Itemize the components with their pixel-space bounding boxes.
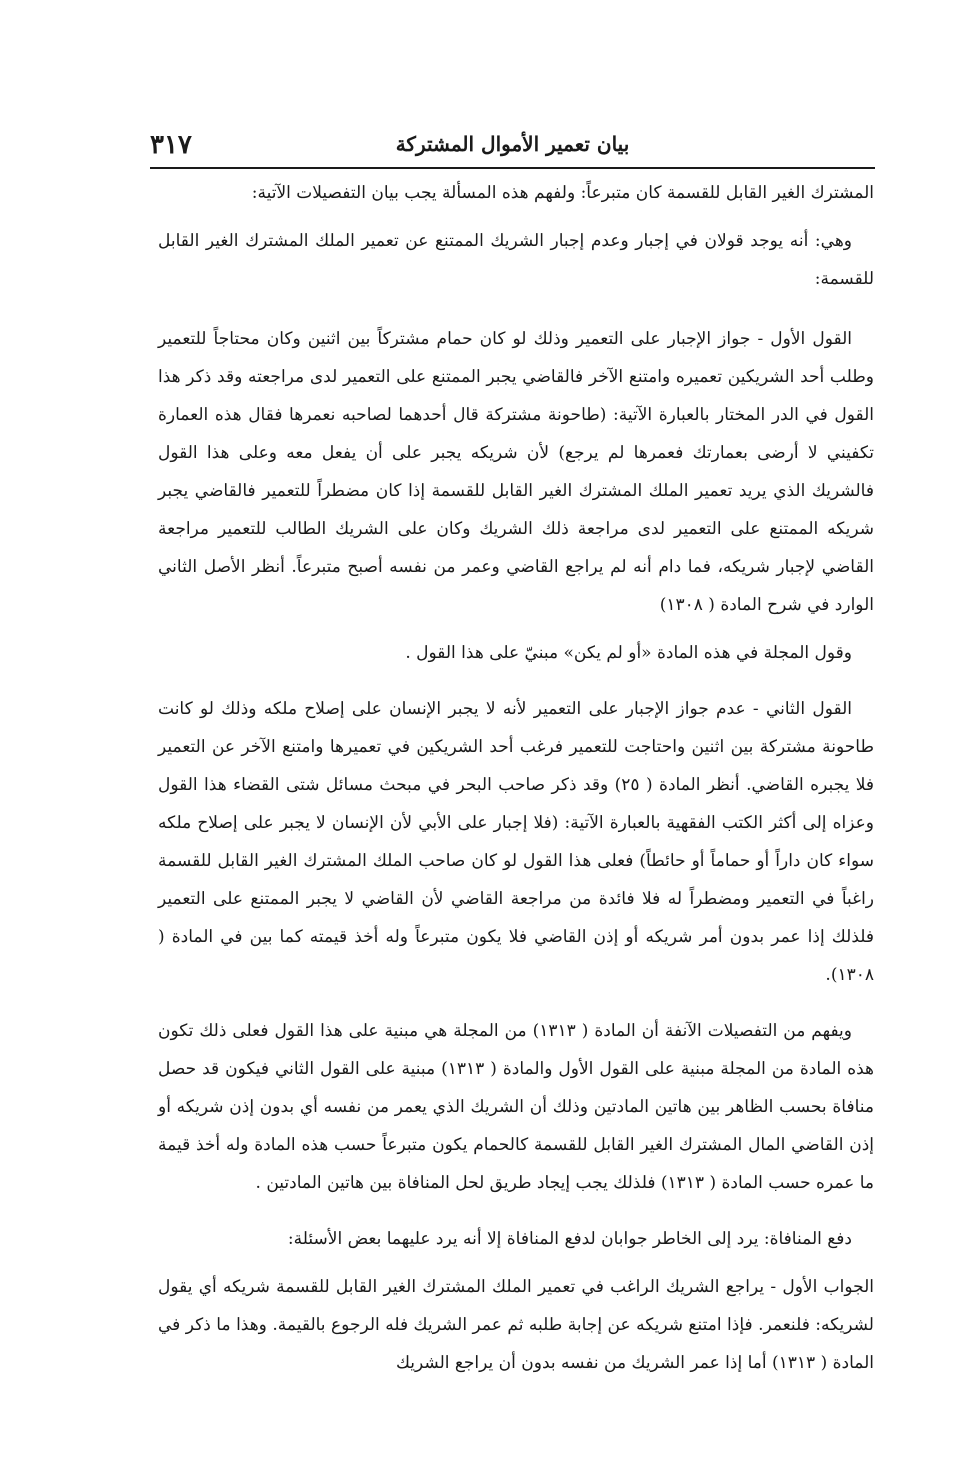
paragraph-first-opinion: القول الأول - جواز الإجبار على التعمير وذلك لو كان حمام مشتركاً بين اثنين وكان محتاجاً للتعمير وطلب أحد الشريكين تعميره وامتنع الآخر فالقاضي يجبر الممتنع على التعمير لدى مراجعته وقد ذكر هذا القول في الدر المختار بالعبارة الآتية: (طاحونة مشتركة قال أحدهما لصاحبه نعمرها فقال هذه العمارة تكفيني لا أرضى بعمارتك فعمرها لم يرجع) لأن شريكه يجبر على أن يفعل معه وعلى هذا القول فالشريك الذي يريد تعمير الملك المشترك الغير القابل للقسمة إذا كان مضطراً للتعمير فالقاضي يجبر شريكه الممتنع على التعمير لدى مراجعة ذلك الشريك وكان على الشريك الطالب للتعمير مراجعة القاضي لإجبار شريكه، فما دام أنه لم يراجع القاضي وعمر من نفسه أصبح متبرعاً. أنظر الأصل الثاني الوارد في شرح المادة ( ١٣٠٨) <box>158 329 874 615</box>
paragraph-second-opinion: القول الثاني - عدم جواز الإجبار على التعمير لأنه لا يجبر الإنسان على إصلاح ملكه وذلك لو كانت طاحونة مشتركة بين اثنين واحتاجت للتعمير فرغب أحد الشريكين في تعميرها وامتنع الآخر عن التعمير فلا يجبره القاضي. أنظر المادة ( ٢٥) وقد ذكر صاحب البحر في مبحث مسائل شتى القضاء هذا القول وعزاه إلى أكثر الكتب الفقهية بالعبارة الآتية: (فلا إجبار على الأبي لأن الإنسان لا يجبر على إصلاح ملكه سواء كان داراً أو حماماً أو حائطاً) فعلى هذا القول لو كان صاحب الملك المشترك الغير القابل للقسمة راغباً في التعمير ومضطراً له فلا فائدة من مراجعة القاضي لأن القاضي لا يجبر الممتنع على التعمير فلذلك إذا عمر بدون أمر شريكه أو إذن القاضي فلا يكون متبرعاً وله أخذ قيمته كما بين في المادة ( ١٣٠٨). <box>158 699 874 985</box>
page-number: ٣١٧ <box>150 130 192 160</box>
running-title: بيان تعمير الأموال المشتركة <box>395 132 630 156</box>
paragraph-resolution-heading: دفع المنافاة: يرد إلى الخاطر جوابان لدفع المنافاة إلا أنه يرد عليهما بعض الأسئلة: <box>287 1229 852 1249</box>
header-rule <box>150 167 875 169</box>
paragraph-majalla-note: وقول المجلة في هذه المادة «أو لم يكن» مبنيّ على هذا القول . <box>405 643 852 663</box>
paragraph-intro-continuation: المشترك الغير القابل للقسمة كان متبرعاً: ولفهم هذه المسألة يجب بيان التفصيلات الآتية: <box>251 183 874 203</box>
paragraph-first-answer: الجواب الأول - يراجع الشريك الراغب في تعمير الملك المشترك الغير القابل للقسمة شريكه أي يقول لشريكه: فلنعمر. فإذا امتنع شريكه عن إجابة طلبه ثم عمر الشريك فله الرجوع بالقيمة. وهذا ما ذكر في المادة ( ١٣١٣) أما إذا عمر الشريك من نفسه بدون أن يراجع الشريك <box>158 1277 874 1373</box>
paragraph-two-opinions: وهي: أنه يوجد قولان في إجبار وعدم إجبار الشريك الممتنع عن تعمير الملك المشترك الغير القابل للقسمة: <box>158 231 874 289</box>
body-text <box>158 174 874 1382</box>
paragraph-contradiction: ويفهم من التفصيلات الآنفة أن المادة ( ١٣١٣) من المجلة هي مبنية على هذا القول فعلى ذلك تكون هذه المادة من المجلة مبنية على القول الأول والمادة ( ١٣١٣) مبنية على القول الثاني فيكون قد حصل منافاة بحسب الظاهر بين هاتين المادتين وذلك أن الشريك الذي يعمر من نفسه أي بدون إذن شريكه أو إذن القاضي المال المشترك الغير القابل للقسمة كالحمام يكون متبرعاً حسب هذه المادة وله أخذ قيمة ما عمره حسب المادة ( ١٣١٣) فلذلك يجب إيجاد طريق لحل المنافاة بين هاتين المادتين . <box>158 1021 874 1193</box>
page-header <box>150 130 875 162</box>
